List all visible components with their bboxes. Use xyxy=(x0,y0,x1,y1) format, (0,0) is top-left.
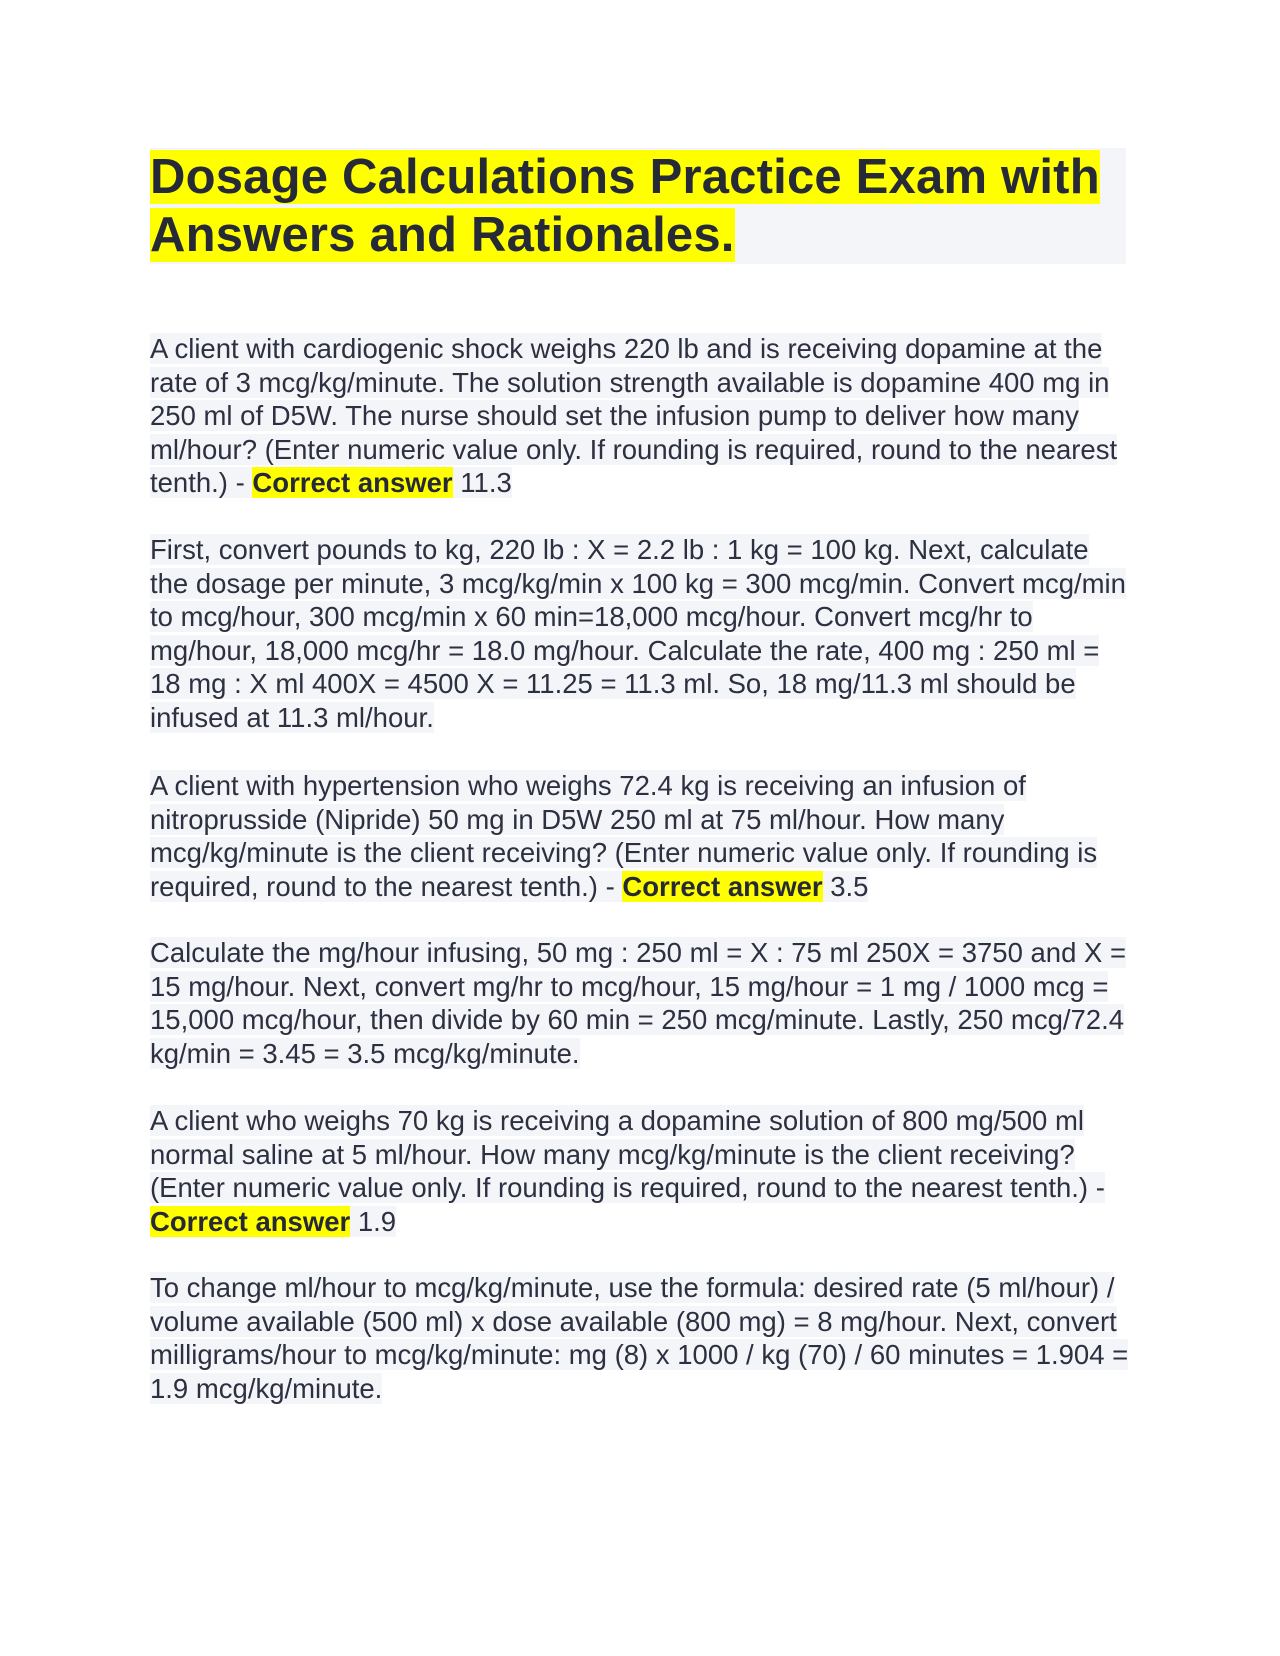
rationale-1 xyxy=(150,533,1130,735)
question-3 xyxy=(150,1104,1130,1238)
rationale-2-text: Calculate the mg/hour infusing, 50 mg : 250 ml = X : 75 ml 250X = 3750 and X = 15 mg/hour. Next, convert mg/hr to mcg/hour, 15 mg/hour = 1 mg / 1000 mcg = 15,000 mcg/hour, then divide by 60 min = 250 mcg/minute. Lastly, 250 mcg/72.4 kg/min = 3.45 = 3.5 mcg/kg/minute. xyxy=(150,937,1127,1069)
question-2-text: A client with hypertension who weighs 72.4 kg is receiving an infusion of nitroprusside (Nipride) 50 mg in D5W 250 ml at 75 ml/hour. How many mcg/kg/minute is the client receiving? (Enter numeric value only. If rounding is required, round to the nearest tenth.) - xyxy=(150,770,1098,902)
correct-answer-label: Correct answer xyxy=(150,1205,351,1237)
title-highlight: Dosage Calculations Practice Exam with Answers and Rationales. xyxy=(150,150,1100,262)
correct-answer-label: Correct answer xyxy=(252,467,453,499)
question-2 xyxy=(150,769,1130,903)
answer-3-value: 1.9 xyxy=(350,1205,397,1237)
correct-answer-label: Correct answer xyxy=(622,870,823,902)
answer-2-value: 3.5 xyxy=(822,870,869,902)
rationale-3 xyxy=(150,1271,1130,1405)
rationale-2 xyxy=(150,936,1130,1070)
answer-1-value: 11.3 xyxy=(452,467,512,499)
rationale-1-text: First, convert pounds to kg, 220 lb : X = 2.2 lb : 1 kg = 100 kg. Next, calculate the dosage per minute, 3 mcg/kg/min x 100 kg = 300 mcg/min. Convert mcg/min to mcg/hour, 300 mcg/min x 60 min=18,000 mcg/hour. Convert mcg/hr to mg/hour, 18,000 mcg/hr = 18.0 mg/hour. Calculate the rate, 400 mg : 250 ml = 18 mg : X ml 400X = 4500 X = 11.25 = 11.3 ml. So, 18 mg/11.3 ml should be infused at 11.3 ml/hour. xyxy=(150,534,1126,733)
question-1-text: A client with cardiogenic shock weighs 220 lb and is receiving dopamine at the rate of 3 mcg/kg/minute. The solution strength available is dopamine 400 mg in 250 ml of D5W. The nurse should set the infusion pump to deliver how many ml/hour? (Enter numeric value only. If rounding is required, round to the nearest tenth.) - xyxy=(150,333,1118,499)
page-title xyxy=(150,148,1126,264)
rationale-3-text: To change ml/hour to mcg/kg/minute, use the formula: desired rate (5 ml/hour) / volume available (500 ml) x dose available (800 mg) = 8 mg/hour. Next, convert milligrams/hour to mcg/kg/minute: mg (8) x 1000 / kg (70) / 60 minutes = 1.904 = 1.9 mcg/kg/minute. xyxy=(150,1272,1129,1404)
title-block xyxy=(150,148,1126,264)
question-1 xyxy=(150,332,1130,500)
question-3-text: A client who weighs 70 kg is receiving a dopamine solution of 800 mg/500 ml normal saline at 5 ml/hour. How many mcg/kg/minute is the client receiving? (Enter numeric value only. If rounding is required, round to the nearest tenth.) - xyxy=(150,1105,1105,1204)
